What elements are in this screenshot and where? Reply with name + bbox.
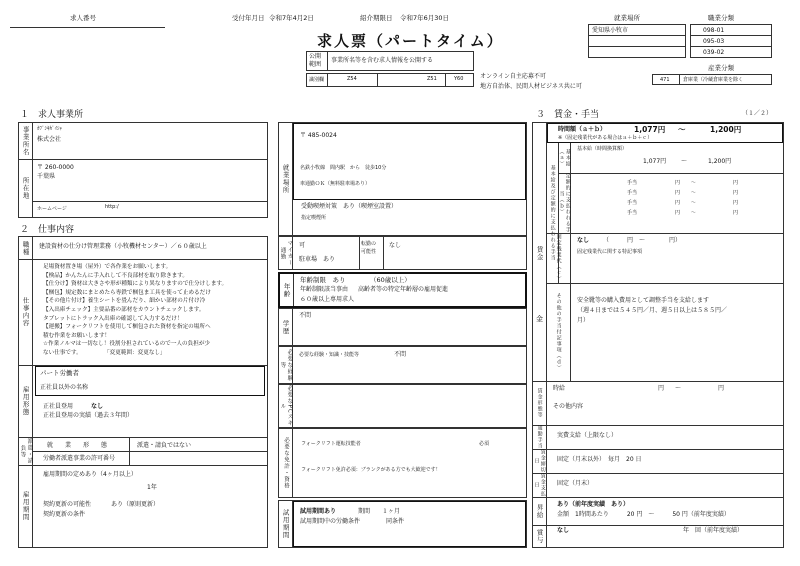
kyujin-bango-label: 求人番号 (70, 14, 96, 22)
shugyobasho-car: 車通勤ＯＫ（無料駐車場あり） (300, 181, 371, 187)
shiharai-value: 固定（月末） (557, 480, 594, 487)
jikan-label: 時間額（ａ＋ｂ） (558, 126, 607, 133)
seishain-record: 正社員登用の実績（過去３年間） (43, 412, 134, 419)
shokugyo-code-3: 039-02 (703, 49, 725, 56)
shozai-label: 所在地 (19, 159, 33, 217)
naiyo-line: 【その他片付け】養生シートを畳んだり、細かい部材の片付け冷 (43, 298, 206, 305)
teate-tilde: 〜 (691, 190, 697, 196)
uketsuke-date: 令和7年4月2日 (269, 14, 314, 22)
menkyo-label: 必要な免許・資格 (279, 429, 293, 497)
shiyo-box (278, 500, 527, 548)
jikan-tilde: 〜 (678, 125, 686, 134)
tsukin-value: 実費支給（上限なし） (557, 432, 618, 439)
naiyo-line: 足場資材置き場（屋外）で各作業をお願いします。 (43, 264, 172, 270)
homepage-label: ホームページ (37, 206, 67, 212)
keiken-value: 不問 (394, 351, 407, 358)
pc-label: 必要なPCスキル (279, 385, 293, 427)
kyujin-bango-line (10, 27, 165, 28)
smoking-value: 受動喫煙対策 あり（喫煙室設置） (301, 203, 398, 210)
mycar-label: マイカー通勤 (279, 237, 293, 269)
shugyobasho-access: 名鉄小牧線 間内駅 から 徒歩10分 (300, 165, 387, 171)
mycar-parking: 駐車場 あり (299, 256, 336, 263)
mycar-value: 可 (299, 242, 306, 249)
sec2-box (18, 236, 268, 548)
shikibetsu-code-1: Z54 (347, 76, 357, 82)
menkyo-box (278, 428, 527, 498)
shimebi-label: 賃金締切日 (533, 449, 546, 473)
shokai-date: 令和7年6月30日 (400, 14, 450, 22)
teate-low: 円 (675, 180, 681, 186)
koyo-other: 正社員以外の名称 (40, 384, 89, 391)
kikan-label: 雇用期間 (19, 465, 33, 547)
shugyo-value: 愛知県小牧市 (592, 27, 629, 34)
shikyu-tilde: 〜 (675, 385, 682, 392)
nenrei-head-detail: （60歳以上） (370, 276, 411, 284)
teate-tilde: 〜 (691, 200, 697, 206)
shugyo-box (588, 24, 686, 58)
kikan-value: 1年 (147, 484, 157, 491)
naiyo-text (43, 263, 265, 358)
naiyo-line: 積む作業をお願いします！ (43, 332, 111, 339)
shikyu-content: その他内容 (553, 403, 584, 410)
shiyo-period: １ヶ月 (382, 508, 401, 515)
shugyo-label: 就業場所 (614, 14, 640, 22)
shokugyo-label: 職業分類 (708, 14, 734, 22)
shokugyo-code-2: 095-03 (703, 38, 725, 45)
smoking-detail: 指定喫煙所 (301, 215, 327, 221)
shugyobasho-label: 就業場所 (279, 123, 293, 235)
shiyo-period-label: 期間 (358, 508, 371, 515)
shikyu-high: 円 (718, 385, 725, 392)
sangyo-code: 471 (660, 77, 670, 83)
jikan-box (547, 123, 783, 143)
teate-tilde: 〜 (691, 210, 697, 216)
teate-name: 手当 (627, 210, 638, 216)
koshin-cond: 契約更新の条件 (43, 511, 86, 518)
sonota-line: 安全靴等の購入費用として調整手当を支給します (577, 297, 710, 304)
page-title: 求人票（パートタイム） (317, 32, 504, 50)
kihon-side-label: 基本給及び定額的に支払われる手当 (547, 143, 559, 283)
kokai-label: 公開範囲 (309, 53, 322, 68)
chiho-note: 地方自治体、民間人材ビジネス共に可 (480, 83, 582, 90)
nenrei-reason: 高齢者等の特定年齢層の雇用促進 (358, 286, 449, 293)
kotei-value: なし (577, 237, 590, 244)
teate-low: 円 (675, 210, 681, 216)
nenrei-limit: ６０歳以上専用求人 (300, 296, 355, 303)
shiyo-cond-label: 試用期間中の労働条件 (300, 518, 361, 525)
chingin-label: 賃金 (533, 123, 547, 383)
kokai-value: 事業所名等を含む求人情報を公開する (331, 57, 434, 64)
kikan-head: 雇用期間の定めあり（4ヶ月以上） (43, 471, 137, 478)
shozai-postal: 〒 260-0000 (37, 164, 74, 171)
teate-label: 定額的に支払われる手当（ｂ） (558, 173, 571, 233)
koyo-value: パート労働者 (40, 369, 79, 377)
jikan-high: 1,200円 (710, 125, 742, 134)
shokyu-value: あり（前年度実績 あり） (557, 501, 630, 508)
shikibetsu-code-2: Z51 (427, 76, 437, 82)
sangyo-name: 倉庫業（冷蔵倉庫業を除く (683, 77, 744, 83)
shokai-label: 紹介期限日 (360, 14, 393, 22)
naiyo-line: 【梱包】規定数にまとめたら専鉄で梱包ま工具を使って止めるだけ (43, 289, 211, 296)
sonota-label: その他の手当付記事項（ｄ） (547, 283, 571, 381)
naiyo-line: 【入出庫チェック】主要品番の部材をカウントチェックします。 (43, 306, 205, 313)
koshin-label: 契約更新の可能性 (43, 501, 92, 508)
tenkin-label: 転勤の可能性 (361, 241, 377, 255)
kihon-high: 1,200円 (708, 158, 732, 165)
naiyo-line: ない仕事です。 「変更範囲：変更なし」 (43, 349, 166, 356)
naiyo-label: 仕事内容 (19, 259, 33, 365)
keiken-head: 必要な経験・知識・技能等 (299, 352, 360, 358)
shiyo-cond: 同条件 (386, 518, 405, 525)
shikyu-low: 円 (658, 385, 665, 392)
kihon-low: 1,077円 (643, 158, 667, 165)
sec2-title: ２ 仕事内容 (20, 225, 75, 235)
menkyo-note: フォークリフト免許必須：ブランクがある方でも大歓迎です！ (301, 467, 441, 473)
uketsuke-label: 受付年月日 (232, 14, 265, 22)
sec1-title: １ 求人事業所 (20, 110, 84, 120)
furigana: ｶﾌﾞｼｷｶﾞｲｼｬ (37, 126, 63, 132)
homepage-value[interactable]: http:/ (105, 204, 119, 210)
sangyo-box (652, 74, 772, 85)
naiyo-line: 【仕分け】資材は大きさや形が種類により異なりますので仕分けします。 (43, 281, 228, 288)
teate-name: 手当 (627, 200, 638, 206)
kihon-tilde: 〜 (681, 158, 688, 165)
teate-high: 円 (733, 190, 739, 196)
menkyo-req: 必須 (479, 441, 490, 447)
shikyu-time: 時給 (553, 385, 566, 392)
tsukin-label: 通勤手当 (533, 425, 547, 449)
shugyobasho-postal: 〒 485-0024 (300, 132, 337, 139)
pc-box (278, 384, 527, 428)
teate-high: 円 (733, 200, 739, 206)
nenrei-box (278, 272, 527, 308)
shoyo-label: 賞与 (533, 525, 547, 547)
shugyobasho-box (278, 122, 527, 236)
koyo-label: 雇用形態 (19, 365, 33, 437)
sonota-line: 月） (577, 317, 590, 324)
sangyo-label: 産業分類 (708, 64, 734, 72)
shiyo-main (293, 501, 526, 547)
jigyosho-label: 事業所名 (19, 123, 33, 159)
gakureki-value: 不問 (299, 312, 312, 319)
shokushu-value: 建設資材の仕分け管理業務（小牧機材センター）／６０歳以上 (39, 243, 207, 250)
teate-high: 円 (733, 180, 739, 186)
sec3-box (532, 122, 784, 548)
kotei-range: （ 円 〜 円） (603, 237, 682, 244)
haken-head: 就 業 形 態 (47, 442, 108, 449)
haken-permit: 労働者派遣事業の許可番号 (43, 455, 116, 462)
gakureki-label: 学歴 (279, 309, 293, 345)
mycar-box (278, 236, 527, 270)
shugyobasho-main (293, 123, 526, 200)
seishain-label: 正社員登用 (43, 403, 74, 410)
kihon-label: 基本給（ａ） (559, 143, 571, 173)
keiken-box (278, 346, 527, 384)
shokugyo-code-1: 098-01 (703, 27, 725, 34)
seishain-value: なし (91, 403, 104, 410)
company-name: 株式会社 (37, 136, 62, 143)
menkyo-name: フォークリフト運転技能者 (301, 441, 361, 447)
shikyu-label: 賃金形態等 (533, 381, 547, 425)
kihon-head: 基本給（時間換算額） (577, 146, 628, 152)
online-note: オンライン自主応募不可 (480, 73, 546, 80)
kin-label: 金 (536, 315, 543, 323)
jikan-note: ※（固定残業代がある場合はａ＋ｂ＋ｃ） (558, 135, 653, 141)
haken-value: 派遣・請負ではない (137, 442, 192, 449)
teate-high: 円 (733, 210, 739, 216)
shokugyo-box (690, 24, 772, 58)
teate-low: 円 (675, 190, 681, 196)
shimebi-value: 固定（月末以外） 毎月 20 日 (557, 456, 642, 463)
shokyu-label: 昇給 (533, 497, 547, 525)
shikibetsu-label: 識別欄 (309, 77, 325, 83)
koyo-value-box (35, 366, 265, 396)
kotei-note: 固定残業代に関する特記事項 (577, 249, 643, 255)
shikibetsu-code-3: Y60 (454, 76, 464, 82)
teate-name: 手当 (627, 180, 638, 186)
nenrei-head: 年齢制限 あり (300, 276, 346, 284)
naiyo-line: 【検品】かんたんに手入れして不良部材を取り除きます。 (43, 272, 188, 279)
nenrei-reason-label: 年齢制限該当事由 (300, 286, 349, 293)
shoyo-detail: 年 回（前年度実績） (683, 527, 744, 534)
shozai-pref: 千葉県 (37, 173, 56, 180)
gakureki-box (278, 308, 527, 346)
teate-tilde: 〜 (691, 180, 697, 186)
tenkin-value: なし (389, 242, 402, 249)
teate-name: 手当 (627, 190, 638, 196)
kokai-box (306, 51, 474, 71)
naiyo-line: ☆作業ノルマは一切なし！役割分担されているので一人の負担が少 (43, 341, 211, 348)
shoyo-value: なし (557, 527, 570, 534)
nenrei-label: 年齢 (280, 274, 294, 306)
shikibetsu-box (306, 73, 474, 87)
shokushu-label: 職種 (19, 237, 33, 259)
haken-label: 派遣・請負等 (19, 438, 33, 464)
koshin-value: あり（原則更新） (111, 501, 160, 508)
sonota-line: （週４日までは５４５円／月、週５日以上は５８５円／ (577, 307, 728, 314)
jikan-low: 1,077円 (634, 125, 666, 134)
kotei-label: 固定残業代（ｃ） (547, 233, 571, 283)
keiken-label: 必要な経験等 (279, 348, 293, 382)
naiyo-line: タブレットにトラック入出庫の確認して入力するだけ！ (43, 315, 183, 322)
sec3-page: （１／２） (742, 110, 773, 117)
shiyo-head: 試用期間あり (300, 508, 337, 515)
shokyu-detail: 金額 1時間あたり 20 円 〜 50 円（前年度実績） (557, 511, 730, 518)
shiharai-label: 賃金支払日 (533, 473, 546, 497)
sec3-title: ３ 賃金・手当 (536, 110, 600, 120)
naiyo-line: 【運搬】フォークリフトを使用して梱包された資材を指定の場所へ (43, 324, 211, 331)
teate-low: 円 (675, 200, 681, 206)
sec1-box (18, 122, 268, 218)
shiyo-label: 試用期間 (279, 501, 293, 547)
